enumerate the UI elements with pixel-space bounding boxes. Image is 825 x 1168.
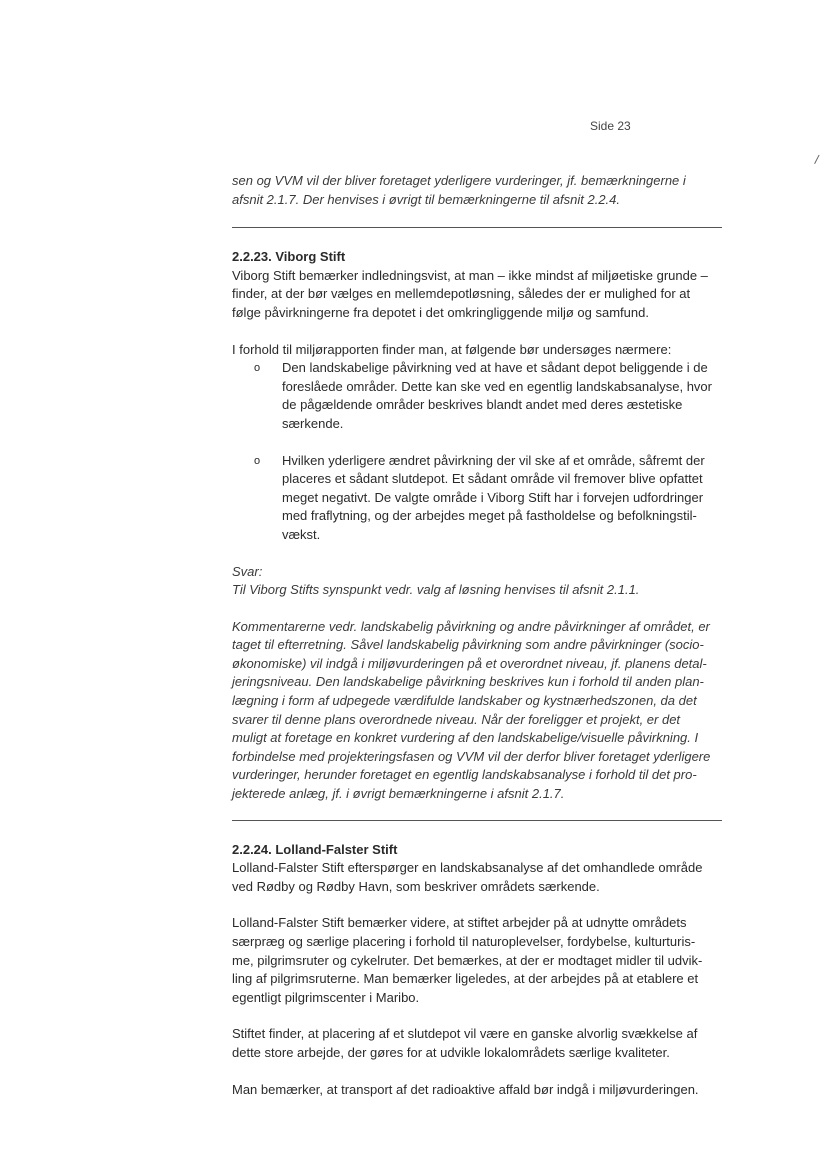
- lolland-paragraph-2: Lolland-Falster Stift bemærker videre, at stiftet arbejder på at udnytte områdets særpræg og særlige placering i forhold til naturoplevelser, fordybelse, kulturturis- me, pilgrimsruter og cykelruter. Det bemærkes, at der er modtaget midler til udvik- ling af pilgrimsruterne. Man bemærker ligeledes, at der arbejdes på at etablere et egentligt pilgrimscenter i Maribo.: [232, 915, 703, 1005]
- answer-line: Til Viborg Stifts synspunkt vedr. valg af løsning henvises til afsnit 2.1.1.: [232, 582, 640, 598]
- lolland-paragraph-3: Stiftet finder, at placering af et slutdepot vil være en ganske alvorlig svækkelse af dette store arbejde, der gøres for at udvikle lokalområdets særlige kvaliteter.: [232, 1026, 698, 1060]
- section-heading-lolland-falster: 2.2.24. Lolland-Falster Stift: [232, 841, 398, 857]
- viborg-bullet-list: [232, 359, 722, 544]
- text-line: afsnit 2.1.7. Der henvises i øvrigt til bemærkningerne til afsnit 2.2.4.: [232, 191, 621, 207]
- text-line: sen og VVM vil der bliver foretaget yderligere vurderinger, jf. bemærkningerne i: [232, 173, 686, 188]
- intro-paragraph: [232, 172, 722, 209]
- list-item: o Hvilken yderligere ændret påvirkning der vil ske af et område, såfremt der placeres et sådant slutdepot. Et sådant område vil fremover blive opfattet meget negativt. De valgte område i Viborg Stift har i forvejen udfordringer med fraflytning, og der arbejdes meget på fastholdelse og befolkningstil- vækst.: [254, 452, 705, 542]
- scan-edge-mark: /: [813, 151, 821, 168]
- viborg-paragraph-2: I forhold til miljørapporten finder man, at følgende bør undersøges nærmere:: [232, 341, 672, 357]
- bullet-icon: o: [254, 362, 261, 375]
- page-number: Side 23: [590, 119, 631, 133]
- answer-comment: Kommentarerne vedr. landskabelig påvirkning og andre påvirkninger af området, er taget til efterretning. Såvel landskabelig påvirkning som andre påvirkninger (socio- økonomiske) vil indgå i miljøvurderingen på et overordnet niveau, jf. planens detal- jeringsniveau. Den landskabelige påvirkning beskrives kun i forhold til anden plan- lægning i form af udpegede værdifulde landskaber og kystnærhedszonen, da det svarer til denne plans overordnede niveau. Når der foreligger et projekt, er det muligt at foretage en konkret vurdering af den landskabelige/visuelle påvirkning. I forbindelse med projekteringsfasen og VVM vil der derfor bliver foretaget yderligere vurderinger, herunder foretaget en egentlig landskabsanalyse i forhold til det pro- jekterede anlæg, jf. i øvrigt bemærkningerne i afsnit 2.1.7.: [232, 618, 711, 802]
- viborg-paragraph-1: Viborg Stift bemærker indledningsvist, at man – ikke mindst af miljøetiske grunde – finder, at der bør vælges en mellemdepotløsning, således der er mulighed for at følge påvirkningerne fra depotet i det omkringliggende miljø og samfund.: [232, 267, 708, 320]
- lolland-paragraph-1: Lolland-Falster Stift efterspørger en landskabsanalyse af det omhandlede område ved Rødby og Rødby Havn, som beskriver områdets særkende.: [232, 860, 703, 894]
- answer-label: Svar:: [232, 563, 263, 579]
- page-body: [232, 172, 722, 1099]
- bullet-icon: o: [254, 454, 261, 467]
- section-heading-viborg: 2.2.23. Viborg Stift: [232, 249, 346, 265]
- list-item: o Den landskabelige påvirkning ved at have et sådant depot beliggende i de foreslåede områder. Dette kan ske ved en egentlig landskabsanalyse, hvor de pågældende områder beskrives blandt andet med deres æstetiske særkende.: [254, 360, 712, 431]
- lolland-paragraph-4: Man bemærker, at transport af det radioaktive affald bør indgå i miljøvurderingen.: [232, 1081, 699, 1097]
